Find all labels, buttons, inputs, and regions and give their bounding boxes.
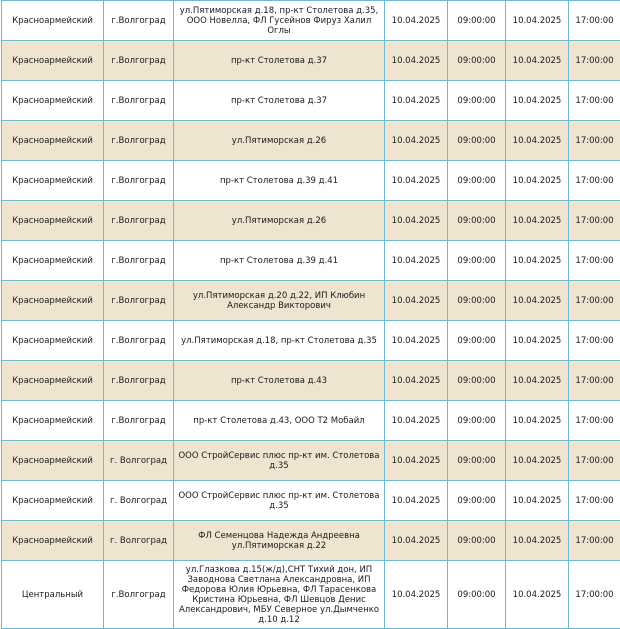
start-time-cell: 09:00:00 (448, 321, 506, 361)
table-row (2, 361, 620, 401)
city-cell: г.Волгоград (104, 361, 174, 401)
start-time-cell: 09:00:00 (448, 41, 506, 81)
district-cell: Красноармейский (2, 361, 104, 401)
start-time-cell: 09:00:00 (448, 121, 506, 161)
city-cell: г. Волгоград (104, 481, 174, 521)
district-cell: Красноармейский (2, 401, 104, 441)
outage-table-body (2, 1, 620, 629)
table-row (2, 121, 620, 161)
table-row (2, 561, 620, 629)
district-cell: Красноармейский (2, 41, 104, 81)
table-row (2, 481, 620, 521)
start-time-cell: 09:00:00 (448, 481, 506, 521)
city-cell: г.Волгоград (104, 41, 174, 81)
city-cell: г.Волгоград (104, 201, 174, 241)
end-time-cell: 17:00:00 (569, 41, 620, 81)
start-date-cell: 10.04.2025 (385, 481, 448, 521)
city-cell: г.Волгоград (104, 321, 174, 361)
address-cell: пр-кт Столетова д.37 (174, 41, 385, 81)
start-time-cell: 09:00:00 (448, 201, 506, 241)
table-row (2, 401, 620, 441)
address-cell: ул.Пятиморская д.18, пр-кт Столетова д.35, ООО Новелла, ФЛ Гусейнов Фируз Халил Оглы (174, 1, 385, 41)
end-date-cell: 10.04.2025 (506, 481, 569, 521)
start-time-cell: 09:00:00 (448, 561, 506, 629)
start-date-cell: 10.04.2025 (385, 321, 448, 361)
end-date-cell: 10.04.2025 (506, 441, 569, 481)
city-cell: г.Волгоград (104, 161, 174, 201)
end-time-cell: 17:00:00 (569, 1, 620, 41)
table-row (2, 1, 620, 41)
city-cell: г.Волгоград (104, 1, 174, 41)
end-date-cell: 10.04.2025 (506, 201, 569, 241)
start-time-cell: 09:00:00 (448, 281, 506, 321)
address-cell: пр-кт Столетова д.43 (174, 361, 385, 401)
start-date-cell: 10.04.2025 (385, 281, 448, 321)
city-cell: г.Волгоград (104, 561, 174, 629)
end-time-cell: 17:00:00 (569, 521, 620, 561)
end-time-cell: 17:00:00 (569, 361, 620, 401)
city-cell: г.Волгоград (104, 241, 174, 281)
district-cell: Красноармейский (2, 1, 104, 41)
city-cell: г. Волгоград (104, 521, 174, 561)
start-date-cell: 10.04.2025 (385, 201, 448, 241)
start-date-cell: 10.04.2025 (385, 121, 448, 161)
district-cell: Красноармейский (2, 481, 104, 521)
city-cell: г.Волгоград (104, 281, 174, 321)
district-cell: Красноармейский (2, 161, 104, 201)
end-time-cell: 17:00:00 (569, 481, 620, 521)
district-cell: Красноармейский (2, 121, 104, 161)
end-date-cell: 10.04.2025 (506, 521, 569, 561)
address-cell: ул.Пятиморская д.20 д.22, ИП Клюбин Александр Викторович (174, 281, 385, 321)
end-time-cell: 17:00:00 (569, 241, 620, 281)
end-time-cell: 17:00:00 (569, 441, 620, 481)
start-date-cell: 10.04.2025 (385, 521, 448, 561)
address-cell: ФЛ Семенцова Надежда Андреевна ул.Пятиморская д.22 (174, 521, 385, 561)
address-cell: ул.Пятиморская д.18, пр-кт Столетова д.35 (174, 321, 385, 361)
table-row (2, 41, 620, 81)
city-cell: г.Волгоград (104, 401, 174, 441)
end-time-cell: 17:00:00 (569, 401, 620, 441)
end-time-cell: 17:00:00 (569, 281, 620, 321)
address-cell: ООО СтройСервис плюс пр-кт им. Столетова д.35 (174, 441, 385, 481)
start-date-cell: 10.04.2025 (385, 41, 448, 81)
start-time-cell: 09:00:00 (448, 401, 506, 441)
table-row (2, 281, 620, 321)
address-cell: ул.Пятиморская д.26 (174, 201, 385, 241)
district-cell: Красноармейский (2, 241, 104, 281)
end-date-cell: 10.04.2025 (506, 561, 569, 629)
end-date-cell: 10.04.2025 (506, 1, 569, 41)
start-date-cell: 10.04.2025 (385, 241, 448, 281)
end-date-cell: 10.04.2025 (506, 81, 569, 121)
end-time-cell: 17:00:00 (569, 81, 620, 121)
address-cell: пр-кт Столетова д.37 (174, 81, 385, 121)
district-cell: Красноармейский (2, 441, 104, 481)
table-row (2, 161, 620, 201)
table-row (2, 81, 620, 121)
start-time-cell: 09:00:00 (448, 521, 506, 561)
start-date-cell: 10.04.2025 (385, 441, 448, 481)
address-cell: ул.Глазкова д.15(ж/д),СНТ Тихий дон, ИП Заводнова Светлана Александровна, ИП Федорова Юлия Юрьевна, ФЛ Тарасенкова Кристина Юрьевна, ФЛ Шевцов Денис Александрович, МБУ Северное ул.Дымченко д.10 д.12 (174, 561, 385, 629)
end-date-cell: 10.04.2025 (506, 41, 569, 81)
district-cell: Красноармейский (2, 521, 104, 561)
end-time-cell: 17:00:00 (569, 201, 620, 241)
address-cell: ул.Пятиморская д.26 (174, 121, 385, 161)
district-cell: Красноармейский (2, 281, 104, 321)
end-date-cell: 10.04.2025 (506, 361, 569, 401)
start-time-cell: 09:00:00 (448, 1, 506, 41)
start-date-cell: 10.04.2025 (385, 1, 448, 41)
end-date-cell: 10.04.2025 (506, 121, 569, 161)
city-cell: г.Волгоград (104, 81, 174, 121)
start-time-cell: 09:00:00 (448, 161, 506, 201)
end-time-cell: 17:00:00 (569, 561, 620, 629)
city-cell: г. Волгоград (104, 441, 174, 481)
table-row (2, 241, 620, 281)
start-date-cell: 10.04.2025 (385, 401, 448, 441)
district-cell: Красноармейский (2, 81, 104, 121)
end-date-cell: 10.04.2025 (506, 401, 569, 441)
table-row (2, 521, 620, 561)
end-time-cell: 17:00:00 (569, 321, 620, 361)
start-time-cell: 09:00:00 (448, 241, 506, 281)
end-date-cell: 10.04.2025 (506, 241, 569, 281)
outage-table (1, 0, 620, 629)
district-cell: Центральный (2, 561, 104, 629)
start-date-cell: 10.04.2025 (385, 81, 448, 121)
start-date-cell: 10.04.2025 (385, 561, 448, 629)
end-date-cell: 10.04.2025 (506, 281, 569, 321)
address-cell: пр-кт Столетова д.39 д.41 (174, 241, 385, 281)
start-date-cell: 10.04.2025 (385, 361, 448, 401)
city-cell: г.Волгоград (104, 121, 174, 161)
start-time-cell: 09:00:00 (448, 81, 506, 121)
start-time-cell: 09:00:00 (448, 441, 506, 481)
start-time-cell: 09:00:00 (448, 361, 506, 401)
end-date-cell: 10.04.2025 (506, 161, 569, 201)
table-row (2, 201, 620, 241)
address-cell: пр-кт Столетова д.39 д.41 (174, 161, 385, 201)
district-cell: Красноармейский (2, 201, 104, 241)
table-row (2, 441, 620, 481)
district-cell: Красноармейский (2, 321, 104, 361)
end-time-cell: 17:00:00 (569, 161, 620, 201)
end-date-cell: 10.04.2025 (506, 321, 569, 361)
start-date-cell: 10.04.2025 (385, 161, 448, 201)
address-cell: пр-кт Столетова д.43, ООО Т2 Мобайл (174, 401, 385, 441)
table-row (2, 321, 620, 361)
address-cell: ООО СтройСервис плюс пр-кт им. Столетова д.35 (174, 481, 385, 521)
end-time-cell: 17:00:00 (569, 121, 620, 161)
